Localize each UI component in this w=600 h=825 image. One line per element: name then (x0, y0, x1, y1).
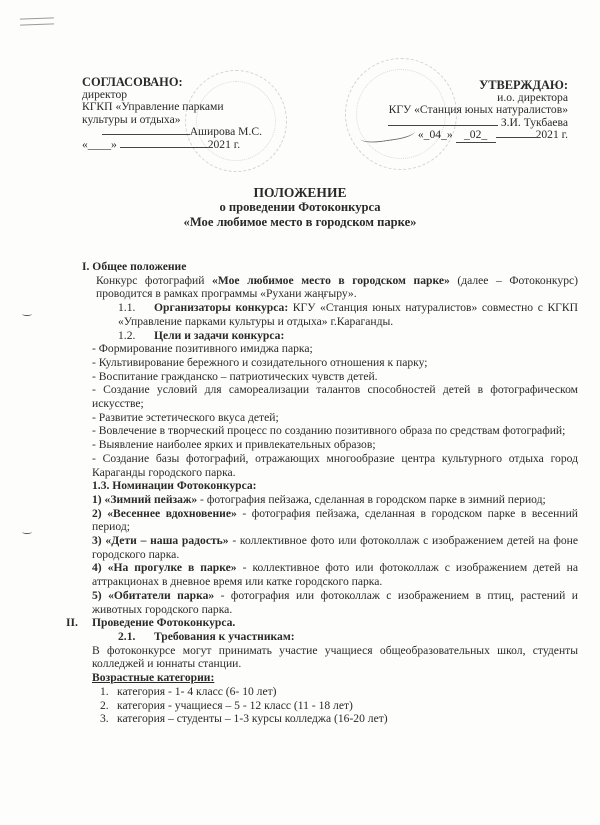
document-body (66, 260, 578, 726)
section-1-3-heading: 1.3. Номинации Фотоконкурса: (92, 479, 257, 493)
approval-left-heading: СОГЛАСОВАНО: (82, 75, 183, 89)
approval-right-position: и.о. директора (497, 90, 568, 104)
staple-mark (20, 17, 54, 25)
approval-left-position: директор (82, 87, 128, 101)
approval-right-org: КГУ «Станция юных натуралистов» (388, 103, 568, 117)
goal-item: - Культивирование бережного и созидательного отношения к парку; (92, 355, 428, 369)
section-2-num: II. (66, 616, 78, 630)
goal-item: - Развитие эстетического вкуса детей; (92, 410, 279, 424)
nomination-title: 4) «На прогулке в парке» (92, 561, 237, 575)
age-categories-heading: Возрастные категории: (92, 671, 215, 685)
goal-item: - Формирование позитивного имиджа парка; (92, 342, 313, 356)
nomination-item (92, 589, 578, 616)
section-2-1-title: Требования к участникам: (154, 629, 295, 643)
section-1-1 (92, 301, 578, 328)
age-category-num: 1. (100, 684, 109, 698)
approval-left-org2: культуры и отдыха» (82, 112, 181, 126)
approval-left-date-prefix: «____» (82, 137, 120, 151)
section-1-2-num: 1.2. (118, 328, 136, 342)
document-title (0, 185, 600, 230)
nomination-text: - фотография или фотоколлаж с изображением в птиц, растений и животных городского парка. (92, 588, 578, 616)
approval-right-date-day: «_04_» (417, 128, 453, 142)
title-line-3: «Мое любимое место в городском парке» (183, 215, 417, 229)
section-2-1-num: 2.1. (118, 629, 136, 643)
section-1-intro (92, 274, 578, 301)
nomination-title: 3) «Дети – наша радость» (92, 534, 229, 548)
age-category-item (92, 685, 578, 699)
contest-name: «Мое любимое место в городском парке» (212, 273, 450, 287)
approval-right-date-month: _02_ (456, 129, 496, 143)
age-category-text: категория – студенты – 1-3 курсы колледжа (16-20 лет) (117, 712, 388, 726)
section-1-1-heading: Организаторы конкурса: (154, 301, 289, 315)
nomination-title: 5) «Обитатели парка» (92, 588, 215, 602)
nomination-title: 2) «Весеннее вдохновение» (92, 506, 237, 520)
nomination-text: - фотография пейзажа, сделанная в городском парке в зимний период; (197, 492, 546, 506)
approval-right-heading: УТВЕРЖДАЮ: (479, 78, 568, 92)
section-1-1-text: КГУ «Станция юных натуралистов» совместно с КГКП «Управление парками культуры и отдыха» г.Караганды. (118, 301, 578, 328)
section-1-1-num: 1.1. (118, 301, 136, 315)
goals-list (92, 342, 578, 479)
title-line-2: о проведении Фотоконкурса (219, 200, 381, 214)
section-1-2-heading: Цели и задачи конкурса: (154, 328, 285, 342)
nomination-item (92, 561, 578, 588)
approval-right (330, 79, 568, 143)
age-category-text: категория - 1- 4 класс (6- 10 лет) (117, 684, 277, 698)
section-1-2 (92, 329, 578, 343)
nomination-item (92, 534, 578, 561)
title-line-1: ПОЛОЖЕНИЕ (253, 185, 347, 200)
section-2-heading (66, 616, 578, 630)
nomination-text: - фотография пейзажа, сделанная в городском парке в весенний период; (92, 506, 578, 534)
approval-left-name: Аширова М.С. (189, 125, 262, 139)
intro-text-rest: (далее – Фотоконкурс) проводится в рамках программы «Рухани жаңғыру». (96, 273, 578, 301)
nomination-item (92, 507, 578, 534)
goal-item: - Создание базы фотографий, отражающих многообразие центра культурного отдыха город Караганды городского парка. (92, 451, 578, 479)
age-categories-list (92, 685, 578, 726)
goal-item: - Создание условий для самореализации талантов способностей детей в фотографическом искусстве; (92, 383, 578, 411)
section-1-heading: I. Общее положение (82, 260, 187, 273)
nomination-item (92, 493, 578, 507)
age-category-item (92, 712, 578, 726)
approval-right-date-year: 2021 г. (535, 128, 568, 142)
goal-item: - Выявление наиболее ярких и привлекательных образов; (92, 438, 376, 452)
age-category-num: 3. (100, 712, 109, 726)
approval-left-org: КГКП «Управление парками (82, 100, 224, 114)
nominations-list (92, 493, 578, 616)
nomination-text: - коллективное фото или фотоколлаж с изображением детей на фоне городского парка. (92, 534, 578, 561)
approval-right-name: З.И. Тукбаева (500, 115, 568, 129)
age-category-text: категория - учащиеся – 5 - 12 класс (11 - 18 лет) (117, 698, 353, 712)
intro-text: Конкурс фотографий (96, 273, 212, 287)
section-2-1-text: В фотоконкурсе могут принимать участие учащиеся общеобразовательных школ, студенты колледжей и юннаты станции. (92, 643, 578, 671)
nomination-text: - коллективное фото или фотоколлаж с изображением детей на аттракционах в дневное время или катке городского парка. (92, 561, 578, 589)
approval-left (82, 76, 262, 152)
age-category-num: 2. (100, 698, 109, 712)
goal-item: - Воспитание гражданско – патриотических чувств детей. (92, 369, 378, 383)
section-2-title: Проведение Фотоконкурса. (92, 616, 236, 630)
age-category-item (92, 699, 578, 713)
approval-left-date-year: 2021 г. (207, 137, 241, 151)
section-2-1-heading (92, 630, 578, 644)
nomination-title: 1) «Зимний пейзаж» (92, 492, 198, 506)
goal-item: - Вовлечение в творческий процесс по созданию позитивного образа по средствам фотографий; (92, 424, 566, 438)
margin-mark (22, 312, 32, 316)
margin-mark (22, 530, 32, 534)
